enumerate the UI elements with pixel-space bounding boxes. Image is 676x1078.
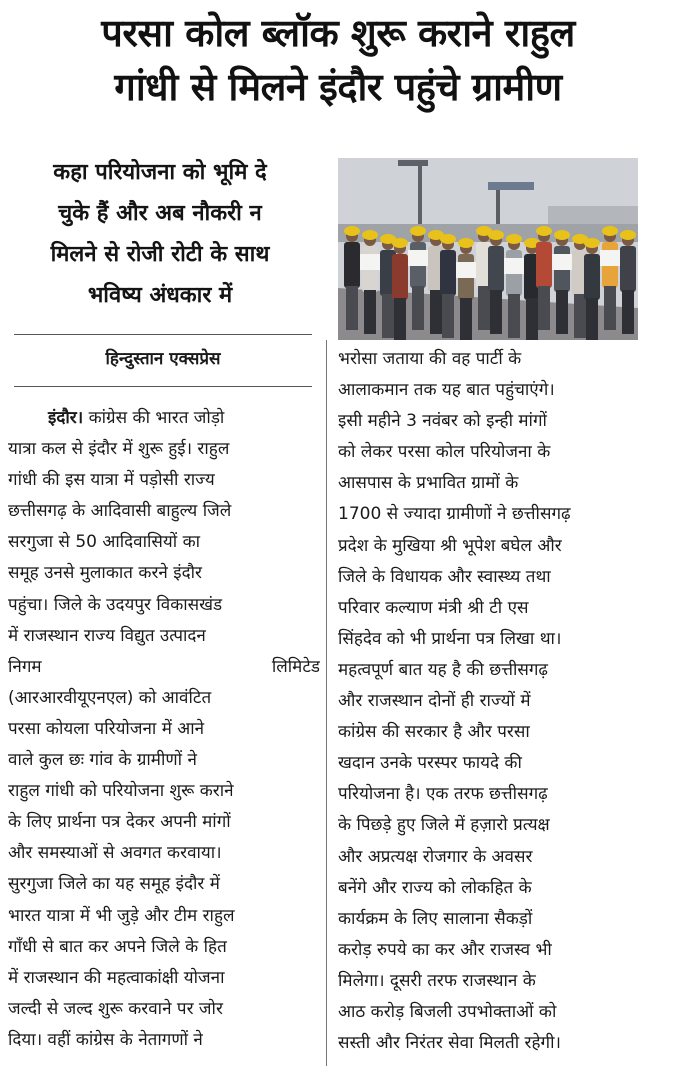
article-column-left — [8, 403, 320, 1056]
helmet-icon — [344, 226, 360, 236]
person-legs — [622, 290, 634, 334]
headline-line-1: परसा कोल ब्लॉक शुरू कराने राहुल — [101, 11, 575, 55]
article-line: में राजस्थान राज्य विद्युत उत्पादन — [8, 625, 206, 646]
article-line: सुरगुजा जिले का यह समूह इंदौर में — [8, 874, 220, 895]
article-line: के पिछड़े हुए जिले में हज़ारो प्रत्यक्ष — [338, 815, 550, 836]
person-legs — [586, 298, 598, 340]
helmet-icon — [488, 230, 504, 240]
helmet-icon — [440, 234, 456, 244]
article-line: और राजस्थान दोनों ही राज्यों में — [338, 691, 531, 712]
divider — [14, 386, 312, 387]
article-line: सिंहदेव को भी प्रार्थना पत्र लिखा था। — [338, 628, 562, 649]
article-column-right — [338, 344, 642, 1059]
article-line: बनेंगे और राज्य को लोकहित के — [338, 877, 532, 898]
article-line: में राजस्थान की महत्वाकांक्षी योजना — [8, 967, 225, 988]
headline-line-2: गांधी से मिलने इंदौर पहुंचे ग्रामीण — [114, 65, 562, 109]
person-legs — [430, 290, 442, 334]
article-line: इसी महीने 3 नवंबर को इन्ही मांगों — [338, 411, 547, 432]
villagers-photo-illustration — [338, 158, 638, 340]
article-line: सरगुजा से 50 आदिवासियों का — [8, 532, 201, 553]
article-line: भरोसा जताया की वह पार्टी के — [338, 349, 522, 369]
helmet-icon — [620, 230, 636, 240]
article-line: भारत यात्रा में भी जुड़े और टीम राहुल — [8, 905, 235, 926]
article-line: पहुंचा। जिले के उदयपुर विकासखंड — [8, 594, 223, 615]
placard — [504, 258, 524, 274]
subheadline — [10, 152, 310, 316]
helmet-icon — [362, 230, 378, 240]
subheadline-line: मिलने से रोजी रोटी के साथ — [50, 242, 270, 267]
article-line: कांग्रेस की सरकार है और परसा — [338, 722, 530, 743]
placard — [360, 254, 380, 270]
article-line: गांधी की इस यात्रा में पड़ोसी राज्य — [8, 470, 215, 491]
person-legs — [412, 286, 424, 330]
helmet-icon — [554, 230, 570, 240]
placard — [552, 254, 572, 270]
article-word: निगम — [8, 656, 42, 677]
subheadline-line: चुके हैं और अब नौकरी न — [58, 201, 262, 226]
helmet-icon — [584, 238, 600, 248]
article-line: आठ करोड़ बिजली उपभोक्ताओं को — [338, 1001, 557, 1022]
article-line-text: कांग्रेस की भारत जोड़ो — [88, 408, 225, 428]
article-line: वाले कुल छः गांव के ग्रामीणों ने — [8, 750, 197, 771]
person-figure — [536, 242, 552, 288]
subheadline-line: कहा परियोजना को भूमि दे — [53, 160, 267, 185]
article-line: परसा कोयला परियोजना में आने — [8, 718, 205, 739]
article-line: गाँधी से बात कर अपने जिले के हित — [8, 936, 227, 957]
subheadline-line: भविष्य अंधकार में — [87, 283, 233, 308]
person-figure — [584, 254, 600, 300]
person-legs — [538, 286, 550, 330]
article-line: कार्यक्रम के लिए सालाना सैकड़ों — [338, 908, 533, 929]
person-legs — [490, 290, 502, 334]
helmet-icon — [536, 226, 552, 236]
article-line: मिलेगा। दूसरी तरफ राजस्थान के — [338, 970, 536, 991]
person-figure — [488, 246, 504, 292]
article-line: और समस्याओं से अवगत करवाया। — [8, 843, 222, 864]
person-legs — [478, 286, 490, 330]
person-figure — [440, 250, 456, 296]
article-line: परियोजना है। एक तरफ छत्तीसगढ़ — [338, 784, 548, 805]
article-line: समूह उनसे मुलाकात करने इंदौर — [8, 563, 202, 584]
person-legs — [394, 298, 406, 340]
person-legs — [574, 294, 586, 338]
person-figure — [344, 242, 360, 288]
article-line: परिवार कल्याण मंत्री श्री टी एस — [338, 597, 529, 618]
placard — [600, 250, 620, 266]
article-line: और अप्रत्यक्ष रोजगार के अवसर — [338, 846, 533, 867]
helmet-icon — [602, 226, 618, 236]
person-legs — [508, 294, 520, 338]
person-legs — [364, 290, 376, 334]
person-legs — [604, 286, 616, 330]
article-line: को लेकर परसा कोल परियोजना के — [338, 442, 551, 463]
helmet-icon — [506, 234, 522, 244]
person-legs — [460, 298, 472, 340]
news-photo — [338, 158, 638, 340]
article-line: जल्दी से जल्द शुरू करवाने पर जोर — [8, 998, 223, 1019]
article-line: आसपास के प्रभावित ग्रामों के — [338, 473, 519, 494]
article-line: (आरआरवीयूएनएल) को आवंटित — [8, 687, 212, 708]
article-line: के लिए प्रार्थना पत्र देकर अपनी मांगों — [8, 812, 231, 833]
article-line: करोड़ रुपये का कर और राजस्व भी — [338, 939, 552, 960]
article-line: प्रदेश के मुखिया श्री भूपेश बघेल और — [338, 535, 562, 556]
column-divider — [326, 340, 327, 1066]
article-line: दिया। वहीं कांग्रेस के नेतागणों ने — [8, 1029, 203, 1050]
person-legs — [556, 290, 568, 334]
person-legs — [526, 298, 538, 340]
article-word: लिमिटेड — [271, 656, 320, 677]
article-line: छत्तीसगढ़ के आदिवासी बाहुल्य जिले — [8, 501, 232, 522]
article-line: खदान उनके परस्पर फायदे की — [338, 753, 522, 774]
article-line: सस्ती और निरंतर सेवा मिलती रहेगी। — [338, 1033, 561, 1054]
article-line — [8, 403, 320, 434]
article-line: आलाकमान तक यह बात पहुंचाएंगे। — [338, 380, 555, 401]
article-line: राहुल गांधी को परियोजना शुरू कराने — [8, 781, 234, 802]
person-legs — [346, 286, 358, 330]
placard — [408, 250, 428, 266]
article-line — [8, 652, 320, 683]
dateline: इंदौर। — [48, 408, 84, 428]
article-line: यात्रा कल से इंदौर में शुरू हुई। राहुल — [8, 439, 230, 460]
helmet-icon — [410, 226, 426, 236]
article-line: महत्वपूर्ण बात यह है की छत्तीसगढ़ — [338, 659, 548, 680]
helmet-icon — [458, 238, 474, 248]
helmet-icon — [392, 238, 408, 248]
article-line: 1700 से ज्यादा ग्रामीणों ने छत्तीसगढ़ — [338, 504, 571, 525]
article-line: जिले के विधायक और स्वास्थ्य तथा — [338, 566, 551, 587]
divider — [14, 334, 312, 335]
person-legs — [442, 294, 454, 338]
headline — [0, 6, 676, 114]
source-credit: हिन्दुस्तान एक्सप्रेस — [105, 349, 221, 369]
person-legs — [382, 294, 394, 338]
placard — [456, 262, 476, 278]
person-figure — [392, 254, 408, 300]
person-figure — [620, 246, 636, 292]
